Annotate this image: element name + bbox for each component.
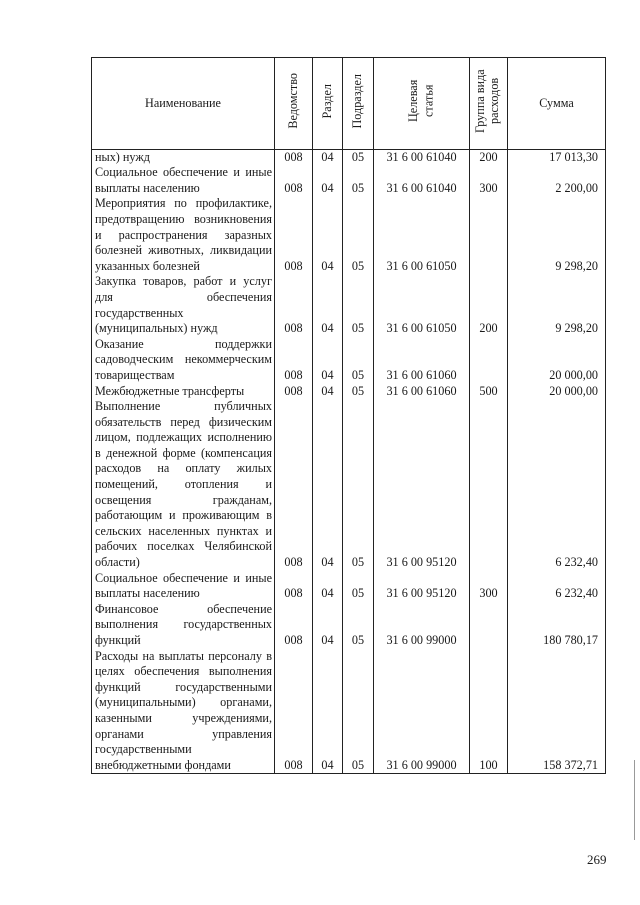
table-row (92, 196, 606, 274)
table-row (92, 399, 606, 571)
row-summa: 158 372,71 (508, 649, 606, 774)
row-name: ных) нужд (92, 149, 275, 165)
row-summa: 6 232,40 (508, 399, 606, 571)
row-name: Социальное обеспечение и иные выплаты населению (92, 571, 275, 602)
header-celevaya: Целевая статья (374, 58, 470, 150)
table-row (92, 649, 606, 774)
table-row (92, 384, 606, 400)
row-gruppa: 200 (470, 149, 508, 165)
row-summa: 9 298,20 (508, 274, 606, 336)
row-celevaya: 31 6 00 61060 (374, 384, 470, 400)
table-row (92, 149, 606, 165)
row-celevaya: 31 6 00 99000 (374, 649, 470, 774)
table-row (92, 337, 606, 384)
row-gruppa: 300 (470, 165, 508, 196)
row-podrazdel: 05 (343, 399, 374, 571)
row-name: Оказание поддержки садоводческим некоммерческим товариществам (92, 337, 275, 384)
row-name: Расходы на выплаты персоналу в целях обеспечения выполнения функций государственными (муниципальными) органами, казенными учреждениями, органами управления государственными внебюджетными фондами (92, 649, 275, 774)
row-celevaya: 31 6 00 95120 (374, 399, 470, 571)
row-summa: 9 298,20 (508, 196, 606, 274)
row-celevaya: 31 6 00 61040 (374, 165, 470, 196)
row-gruppa: 300 (470, 571, 508, 602)
row-celevaya: 31 6 00 61060 (374, 337, 470, 384)
row-name: Закупка товаров, работ и услуг для обеспечения государственных (муниципальных) нужд (92, 274, 275, 336)
row-gruppa: 100 (470, 649, 508, 774)
row-vedomstvo: 008 (275, 274, 313, 336)
row-vedomstvo: 008 (275, 149, 313, 165)
header-razdel: Раздел (313, 58, 343, 150)
budget-table (91, 57, 606, 774)
row-summa: 20 000,00 (508, 337, 606, 384)
row-podrazdel: 05 (343, 196, 374, 274)
row-razdel: 04 (313, 149, 343, 165)
row-celevaya: 31 6 00 61050 (374, 196, 470, 274)
row-name: Социальное обеспечение и иные выплаты населению (92, 165, 275, 196)
row-razdel: 04 (313, 337, 343, 384)
header-summa: Сумма (508, 58, 606, 150)
row-podrazdel: 05 (343, 384, 374, 400)
row-razdel: 04 (313, 384, 343, 400)
row-celevaya: 31 6 00 61050 (374, 274, 470, 336)
table-row (92, 602, 606, 649)
row-razdel: 04 (313, 571, 343, 602)
row-razdel: 04 (313, 274, 343, 336)
header-gruppa: Группа вида расходов (470, 58, 508, 150)
row-vedomstvo: 008 (275, 649, 313, 774)
page-number: 269 (587, 852, 607, 867)
row-celevaya: 31 6 00 95120 (374, 571, 470, 602)
row-razdel: 04 (313, 649, 343, 774)
row-vedomstvo: 008 (275, 337, 313, 384)
row-vedomstvo: 008 (275, 384, 313, 400)
row-gruppa: 500 (470, 384, 508, 400)
row-name: Мероприятия по профилактике, предотвращению возникновения и распространения заразных болезней животных, ликвидации указанных болезней (92, 196, 275, 274)
row-name: Финансовое обеспечение выполнения государственных функций (92, 602, 275, 649)
row-podrazdel: 05 (343, 165, 374, 196)
row-gruppa: 200 (470, 274, 508, 336)
row-gruppa (470, 337, 508, 384)
row-podrazdel: 05 (343, 149, 374, 165)
row-vedomstvo: 008 (275, 602, 313, 649)
row-razdel: 04 (313, 399, 343, 571)
header-vedomstvo: Ведомство (275, 58, 313, 150)
row-gruppa (470, 196, 508, 274)
table-row (92, 571, 606, 602)
row-vedomstvo: 008 (275, 399, 313, 571)
row-podrazdel: 05 (343, 602, 374, 649)
row-name: Межбюджетные трансферты (92, 384, 275, 400)
row-razdel: 04 (313, 602, 343, 649)
row-celevaya: 31 6 00 99000 (374, 602, 470, 649)
row-vedomstvo: 008 (275, 165, 313, 196)
scan-edge-line (634, 760, 635, 840)
row-name: Выполнение публичных обязательств перед физическим лицом, подлежащих исполнению в денежной форме (компенсация расходов на оплату жилых помещений, отопления и освещения гражданам, работающим и проживающим в сельских населенных пунктах и рабочих поселках Челябинской области) (92, 399, 275, 571)
table-row (92, 165, 606, 196)
row-podrazdel: 05 (343, 337, 374, 384)
row-razdel: 04 (313, 165, 343, 196)
row-summa: 6 232,40 (508, 571, 606, 602)
row-razdel: 04 (313, 196, 343, 274)
row-celevaya: 31 6 00 61040 (374, 149, 470, 165)
row-gruppa (470, 399, 508, 571)
row-vedomstvo: 008 (275, 196, 313, 274)
row-summa: 2 200,00 (508, 165, 606, 196)
row-podrazdel: 05 (343, 571, 374, 602)
header-podrazdel: Подраздел (343, 58, 374, 150)
row-gruppa (470, 602, 508, 649)
row-summa: 180 780,17 (508, 602, 606, 649)
row-summa: 17 013,30 (508, 149, 606, 165)
row-summa: 20 000,00 (508, 384, 606, 400)
row-podrazdel: 05 (343, 649, 374, 774)
table-row (92, 274, 606, 336)
row-podrazdel: 05 (343, 274, 374, 336)
row-vedomstvo: 008 (275, 571, 313, 602)
header-name: Наименование (92, 58, 275, 150)
table-header-row (92, 58, 606, 150)
